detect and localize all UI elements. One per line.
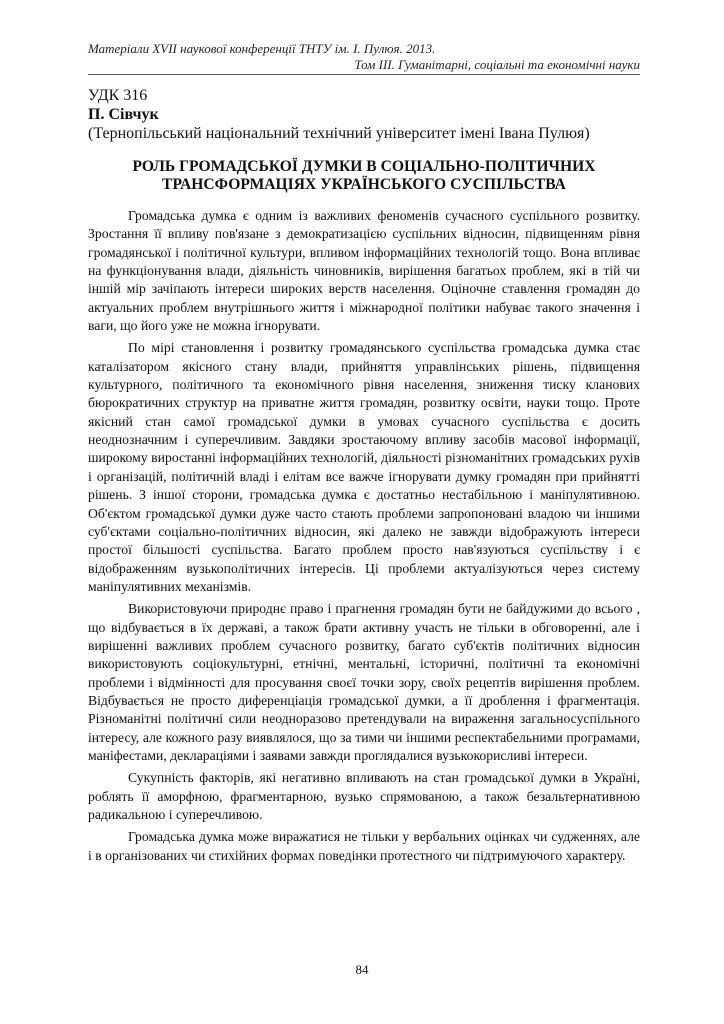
article-title bbox=[88, 158, 640, 194]
body-paragraph: Використовуючи природнє право і прагнення громадян бути не байдужими до всього , що відбувається в їх державі, а також брати активну участь не тільки в обговоренні, але і вирішенні важливих проблем сучасного розвитку, багато суб'єктів політичних відносин використовують соціокультурні, етнічні, ментальні, історичні, політичні та економічні проблеми і відмінності для просування своєї точки зору, своїх рецептів вирішення проблем. Відбувається не просто диференціація громадської думки, а її дроблення і фрагментація. Різноманітні політичні сили неодноразово претендували на вираження загальносуспільного інтересу, але кожного разу виявлялося, що за тими чи іншими респектабельними програмами, маніфестами, деклараціями і заявами завжди проглядалися вузькокорисливі інтереси. bbox=[88, 601, 640, 763]
udc-code: УДК 316 bbox=[88, 87, 148, 104]
author-name: П. Сівчук bbox=[88, 106, 159, 123]
article-body bbox=[88, 207, 640, 869]
author-affiliation: (Тернопільський національний технічний університет імені Івана Пулюя) bbox=[88, 125, 590, 142]
body-paragraph: По мірі становлення і розвитку громадянського суспільства громадська думка стає каталізатором якісного стану влади, прийняття управлінських рішень, підвищення культурного, політичного та економічного рівня населення, зниження тиску кланових бюрократичних структур на приватне життя громадян, розвитку освіти, науки тощо. Проте якісний стан самої громадської думки в умовах сучасного суспільства є досить неоднозначним і суперечливим. Завдяки зростаючому впливу засобів масової інформації, широкому виростанні інформаційних технологій, діяльності різноманітних громадських рухів і організацій, політичній владі і елітам все важче ігнорувати думку громадян при прийнятті рішень. З іншої сторони, громадська думка є достатньо нестабільною і маніпулятивною. Об'єктом громадської думки дуже часто стають проблеми запропоновані владою чи іншими суб'єктами соціально-політичних відносин, які далеко не завжди відображують інтереси простої більшості суспільства. Багато проблем просто нав'язуються суспільству і є відображенням вузькополітичних інтересів. Ці проблеми актуалізуються через систему маніпулятивних механізмів. bbox=[88, 340, 640, 594]
header-rule bbox=[88, 74, 640, 75]
running-header-conference: Матеріали XVII наукової конференції ТНТУ ім. І. Пулюя. 2013. bbox=[88, 41, 436, 56]
title-line-2: ТРАНСФОРМАЦІЯХ УКРАЇНСЬКОГО СУСПІЛЬСТВА bbox=[162, 176, 566, 193]
article-meta bbox=[88, 86, 640, 143]
body-paragraph: Громадська думка є одним із важливих феноменів сучасного суспільного розвитку. Зростання її впливу пов'язане з демократизацією суспільних відносин, підвищенням рівня громадянської і політичної культури, впливом інформаційних технологій тощо. Вона впливає на функціонування влади, діяльність чиновників, вирішення багатьох проблем, які в тій чи іншій мір зачіпають інтереси широких верств населення. Оціночне ставлення громадян до актуальних проблем внутрішнього життя і міжнародної політики набуває такого значення і ваги, що його уже не можна ігнорувати. bbox=[88, 208, 640, 334]
running-header-volume: Том ІІІ. Гуманітарні, соціальні та економічні науки bbox=[354, 57, 640, 72]
body-paragraph: Громадська думка може виражатися не тільки у вербальних оцінках чи судженнях, але і в організованих чи стихійних формах поведінки протестного чи підтримуючого характеру. bbox=[88, 829, 640, 863]
body-paragraph: Сукупність факторів, які негативно впливають на стан громадської думки в Україні, роблять її аморфною, фрагментарною, вузько спрямованою, а також безальтернативною радикальною і суперечливою. bbox=[88, 770, 640, 822]
page-number: 84 bbox=[355, 962, 369, 977]
title-line-1: РОЛЬ ГРОМАДСЬКОЇ ДУМКИ В СОЦІАЛЬНО-ПОЛІТИЧНИХ bbox=[132, 158, 596, 175]
